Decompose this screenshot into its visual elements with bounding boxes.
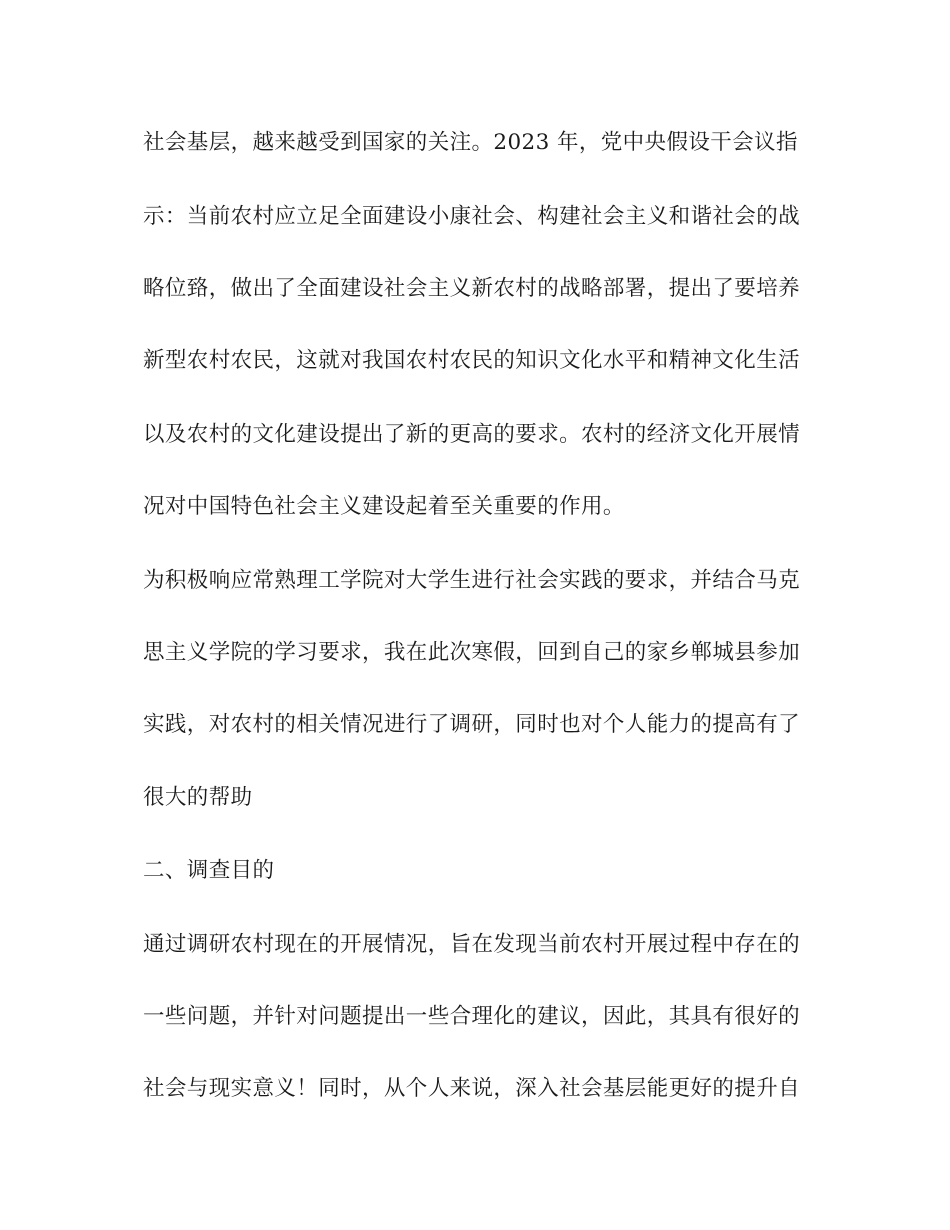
paragraph-line: 示：当前农村应立足全面建设小康社会、构建社会主义和谐社会的战 xyxy=(143,204,801,229)
paragraph-line: 很大的帮助 xyxy=(143,785,253,810)
paragraph-line: 社会与现实意义！同时，从个人来说，深入社会基层能更好的提升自 xyxy=(143,1076,801,1101)
paragraph-line: 实践，对农村的相关情况进行了调研，同时也对个人能力的提高有了 xyxy=(143,712,801,737)
paragraph-line: 为积极响应常熟理工学院对大学生进行社会实践的要求，并结合马克 xyxy=(143,568,801,593)
paragraph-line: 略位臵，做出了全面建设社会主义新农村的战略部署，提出了要培养 xyxy=(143,276,801,301)
paragraph-line: 思主义学院的学习要求，我在此次寒假，回到自己的家乡郸城县参加 xyxy=(143,640,801,665)
paragraph-line: 况对中国特色社会主义建设起着至关重要的作用。 xyxy=(143,494,625,519)
paragraph-line: 一些问题，并针对问题提出一些合理化的建议，因此，其具有很好的 xyxy=(143,1004,801,1029)
section-heading: 二、调查目的 xyxy=(143,858,275,883)
paragraph-line: 以及农村的文化建设提出了新的更高的要求。农村的经济文化开展情 xyxy=(143,422,801,447)
paragraph-line: 通过调研农村现在的开展情况，旨在发现当前农村开展过程中存在的 xyxy=(143,932,801,957)
paragraph-line: 新型农村农民，这就对我国农村农民的知识文化水平和精神文化生活 xyxy=(143,348,801,373)
paragraph-line: 社会基层，越来越受到国家的关注。2023 年，党中央假设干会议指 xyxy=(143,130,798,155)
